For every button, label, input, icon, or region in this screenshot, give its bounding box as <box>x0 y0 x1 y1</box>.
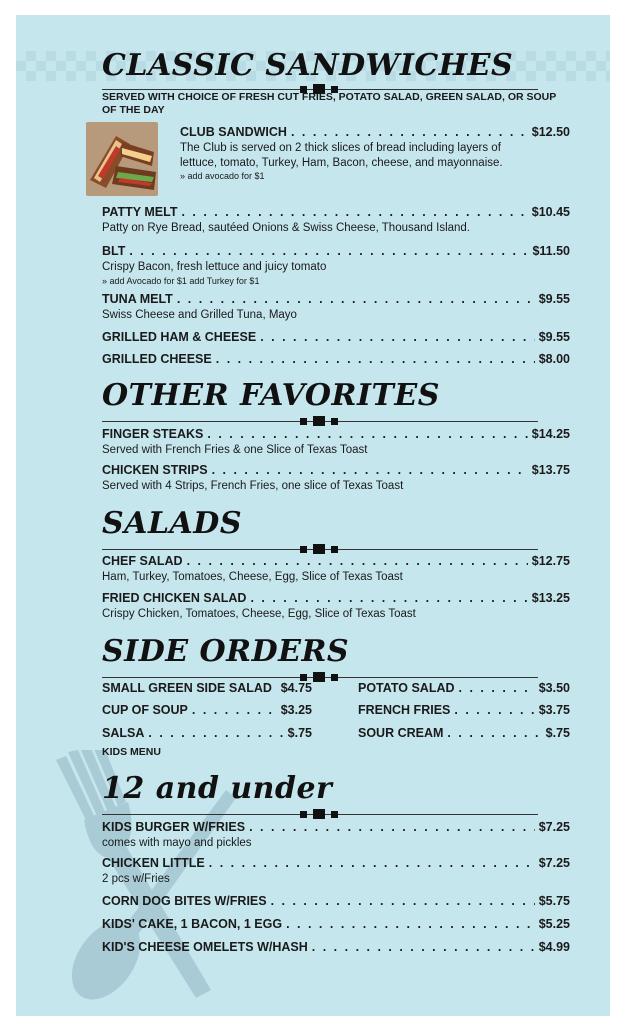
side-item <box>358 703 570 717</box>
side-item <box>102 703 312 717</box>
item-name: CORN DOG BITES W/FRIES <box>102 894 267 908</box>
item-addon: » add avocado for $1 <box>180 171 265 181</box>
item-name: GRILLED CHEESE <box>102 352 212 366</box>
club-sandwich-photo <box>86 122 158 196</box>
item-price: $7.25 <box>538 856 570 870</box>
item-price: $14.25 <box>531 427 570 441</box>
heading-divider <box>102 544 538 554</box>
heading-divider <box>102 416 538 426</box>
item-price: $10.45 <box>531 205 570 219</box>
item-name: SALSA <box>102 726 145 740</box>
heading-divider <box>102 809 538 819</box>
kids-menu-label: KIDS MENU <box>102 746 161 758</box>
item-addon: » add Avocado for $1 add Turkey for $1 <box>102 275 260 286</box>
item-price: $3.75 <box>538 703 570 717</box>
item-price: $5.75 <box>538 894 570 908</box>
menu-item <box>102 330 570 344</box>
item-price: $9.55 <box>538 292 570 306</box>
item-name: CUP OF SOUP <box>102 703 188 717</box>
item-price: $13.75 <box>531 463 570 477</box>
item-name: TUNA MELT <box>102 292 173 306</box>
item-name: KIDS' CAKE, 1 BACON, 1 EGG <box>102 917 283 931</box>
item-price: $7.25 <box>538 820 570 834</box>
menu-item <box>102 940 570 954</box>
item-name: GRILLED HAM & CHEESE <box>102 330 257 344</box>
item-name: SMALL GREEN SIDE SALAD <box>102 681 272 695</box>
item-price: $3.25 <box>280 703 312 717</box>
item-description: Swiss Cheese and Grilled Tuna, Mayo <box>102 309 297 321</box>
menu-panel <box>16 15 610 1016</box>
item-name: FRIED CHICKEN SALAD <box>102 591 247 605</box>
side-item <box>102 681 312 695</box>
salads-heading: SALADS <box>102 506 242 541</box>
item-name: CHICKEN STRIPS <box>102 463 208 477</box>
item-name: POTATO SALAD <box>358 681 455 695</box>
item-description: The Club is served on 2 thick slices of bread including layers of lettuce, tomato, Turkey, Ham, Bacon, cheese, and mayonnaise. <box>180 142 503 169</box>
menu-item <box>102 894 570 908</box>
menu-item <box>102 205 570 236</box>
menu-item <box>102 554 570 585</box>
item-description: Crispy Bacon, fresh lettuce and juicy tomato <box>102 261 327 273</box>
side-orders-heading: SIDE ORDERS <box>102 634 350 669</box>
item-price: $5.25 <box>538 917 570 931</box>
menu-item <box>102 292 570 323</box>
sandwich-note: SERVED WITH CHOICE OF FRESH CUT FRIES, POTATO SALAD, GREEN SALAD, OR SOUP OF THE DAY <box>102 91 557 116</box>
item-name: CHICKEN LITTLE <box>102 856 205 870</box>
item-price: $4.75 <box>280 681 312 695</box>
menu-item <box>180 125 570 181</box>
kids-heading: 12 and under <box>102 771 333 806</box>
item-price: $12.75 <box>531 554 570 568</box>
menu-item <box>102 463 570 494</box>
item-name: FRENCH FRIES <box>358 703 451 717</box>
item-price: $9.55 <box>538 330 570 344</box>
side-item <box>358 726 570 740</box>
item-name: BLT <box>102 244 126 258</box>
item-price: $12.50 <box>531 125 570 139</box>
item-name: CHEF SALAD <box>102 554 183 568</box>
item-description: comes with mayo and pickles <box>102 837 252 849</box>
menu-item <box>102 917 570 931</box>
item-name: PATTY MELT <box>102 205 178 219</box>
classic-sandwiches-heading: CLASSIC SANDWICHES <box>102 48 514 83</box>
item-name: SOUR CREAM <box>358 726 444 740</box>
item-price: $11.50 <box>532 244 570 258</box>
side-item <box>102 726 312 740</box>
item-price: $13.25 <box>531 591 570 605</box>
item-description: Ham, Turkey, Tomatoes, Cheese, Egg, Slice of Texas Toast <box>102 571 403 583</box>
item-price: $.75 <box>287 726 312 740</box>
side-item <box>358 681 570 695</box>
item-description: 2 pcs w/Fries <box>102 873 170 885</box>
item-price: $8.00 <box>538 352 570 366</box>
item-name: FINGER STEAKS <box>102 427 204 441</box>
menu-item <box>102 352 570 366</box>
item-price: $4.99 <box>538 940 570 954</box>
menu-item <box>102 244 570 286</box>
item-name: KIDS BURGER W/FRIES <box>102 820 246 834</box>
other-favorites-heading: OTHER FAVORITES <box>102 378 440 413</box>
menu-item <box>102 856 570 887</box>
menu-item <box>102 820 570 851</box>
item-name: KID'S CHEESE OMELETS W/HASH <box>102 940 308 954</box>
item-description: Served with 4 Strips, French Fries, one slice of Texas Toast <box>102 480 404 492</box>
menu-item <box>102 591 570 622</box>
item-description: Crispy Chicken, Tomatoes, Cheese, Egg, Slice of Texas Toast <box>102 608 416 620</box>
item-price: $3.50 <box>538 681 570 695</box>
item-description: Patty on Rye Bread, sautéed Onions & Swiss Cheese, Thousand Island. <box>102 222 470 234</box>
menu-item <box>102 427 570 458</box>
item-price: $.75 <box>545 726 570 740</box>
item-description: Served with French Fries & one Slice of Texas Toast <box>102 444 368 456</box>
item-name: CLUB SANDWICH <box>180 125 287 139</box>
